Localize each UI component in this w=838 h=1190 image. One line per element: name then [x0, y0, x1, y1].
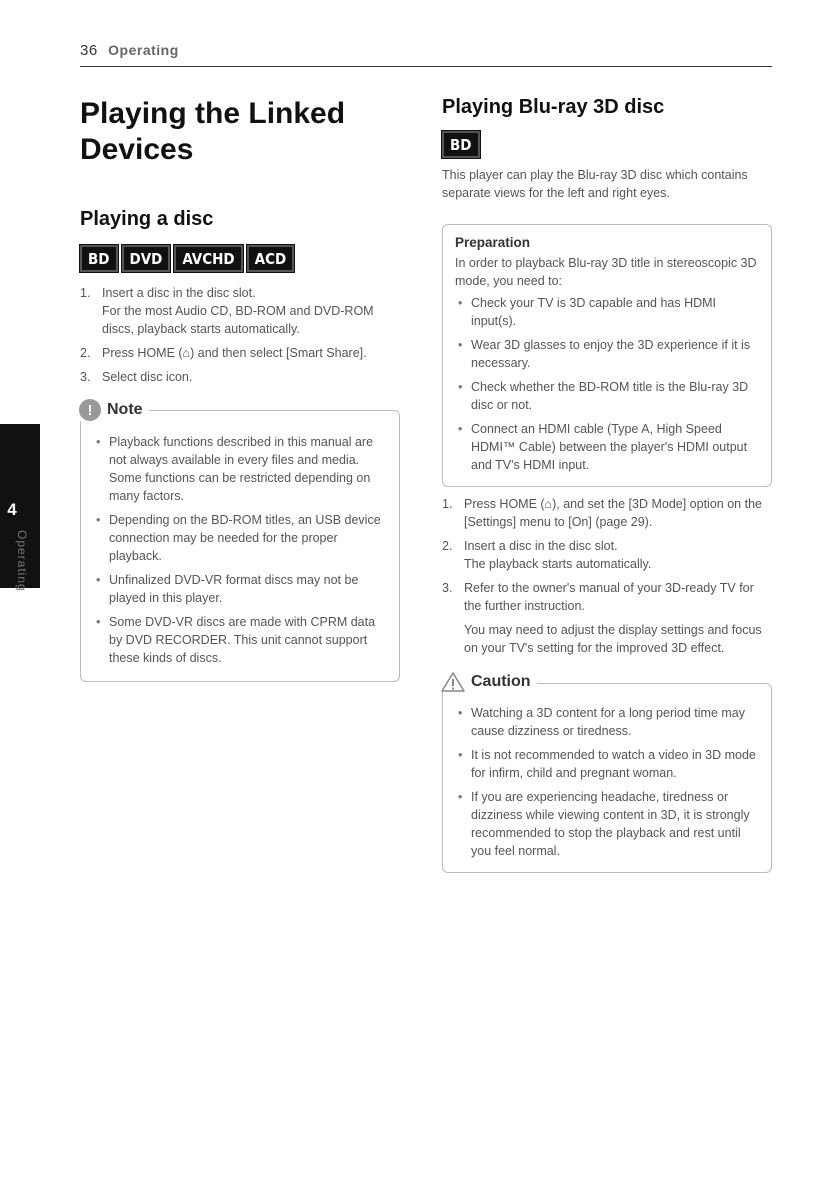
badge-bd: BD: [442, 131, 480, 158]
right-column: [442, 96, 772, 873]
badge-avchd: AVCHD: [174, 245, 242, 272]
step-item: [80, 368, 400, 386]
step-number: 2.: [442, 539, 453, 553]
caution-item: • Watching a 3D content for a long period time may cause dizziness or tiredness.: [455, 704, 759, 740]
step-text: Press HOME (⌂) and then select [Smart Share].: [102, 346, 367, 360]
badge-dvd: DVD: [122, 245, 171, 272]
step-item: [442, 579, 772, 657]
step-item: [442, 495, 772, 531]
step-number: 2.: [80, 346, 91, 360]
step-item: [80, 344, 400, 362]
step-text: Refer to the owner's manual of your 3D-ready TV for the further instruction.: [464, 581, 754, 613]
preparation-list: [455, 294, 759, 474]
step-subtext: For the most Audio CD, BD-ROM and DVD-ROM discs, playback starts automatically.: [102, 304, 374, 336]
disc-steps: [80, 284, 400, 386]
section-heading-blu-ray-3d: Playing Blu-ray 3D disc: [442, 96, 665, 118]
badge-bd: BD: [80, 245, 118, 272]
step-item: [80, 284, 400, 338]
preparation-item: • Wear 3D glasses to enjoy the 3D experience if it is necessary.: [455, 336, 759, 372]
step-subtext: The playback starts automatically.: [464, 557, 652, 571]
disc-badges: [80, 245, 400, 272]
caution-list: [455, 704, 759, 860]
step-subtext: You may need to adjust the display settings and focus on your TV's setting for the improved 3D effect.: [464, 623, 762, 655]
chapter-label: Operating: [15, 530, 29, 592]
section-heading-playing-disc: Playing a disc: [80, 208, 214, 230]
note-item: • Unfinalized DVD-VR format discs may not be played in this player.: [93, 571, 385, 607]
caution-title: Caution: [471, 673, 531, 690]
step-text: Insert a disc in the disc slot.: [102, 286, 256, 300]
preparation-item: • Connect an HDMI cable (Type A, High Speed HDMI™ Cable) between the player's HDMI output and TV's HDMI input.: [455, 420, 759, 474]
caution-item: • It is not recommended to watch a video in 3D mode for infirm, child and pregnant woman.: [455, 746, 759, 782]
header-section: Operating: [108, 42, 179, 58]
step-number: 1.: [442, 497, 453, 511]
3d-steps: [442, 495, 772, 657]
preparation-item: • Check your TV is 3D capable and has HDMI input(s).: [455, 294, 759, 330]
note-item: • Depending on the BD-ROM titles, an USB device connection may be needed for the proper playback.: [93, 511, 385, 565]
page-title: Playing the Linked Devices: [80, 97, 346, 166]
preparation-item: • Check whether the BD-ROM title is the Blu-ray 3D disc or not.: [455, 378, 759, 414]
note-title: Note: [107, 401, 143, 418]
chapter-number: 4: [7, 500, 17, 519]
note-item: • Playback functions described in this manual are not always available in every files and media. Some functions can be restricted depending on many factors.: [93, 433, 385, 505]
left-column: [80, 96, 400, 682]
step-number: 3.: [442, 581, 453, 595]
caution-header: [441, 672, 537, 692]
intro-text: This player can play the Blu-ray 3D disc which contains separate views for the left and right eyes.: [442, 168, 748, 200]
step-number: 3.: [80, 370, 91, 384]
step-text: Press HOME (⌂), and set the [3D Mode] option on the [Settings] menu to [On] (page 29).: [464, 497, 762, 529]
step-number: 1.: [80, 286, 91, 300]
note-list: [93, 433, 385, 667]
step-text: Insert a disc in the disc slot.: [464, 539, 618, 553]
disc-badges-3d: [442, 131, 772, 158]
note-box: [80, 401, 400, 682]
step-text: Select disc icon.: [102, 370, 193, 384]
caution-item: • If you are experiencing headache, tiredness or dizziness while viewing content in 3D, it is strongly recommended to stop the playback and rest until you feel normal.: [455, 788, 759, 860]
preparation-box: [442, 224, 772, 487]
exclamation-icon: !: [79, 399, 101, 421]
preparation-title: Preparation: [455, 235, 531, 250]
badge-acd: ACD: [247, 245, 295, 272]
warning-triangle-icon: [441, 672, 465, 692]
page-header: [80, 42, 772, 67]
note-item: • Some DVD-VR discs are made with CPRM data by DVD RECORDER. This unit cannot support these kinds of discs.: [93, 613, 385, 667]
note-header: [79, 399, 149, 421]
caution-box: [442, 673, 772, 873]
preparation-intro: In order to playback Blu-ray 3D title in stereoscopic 3D mode, you need to:: [455, 256, 757, 288]
step-item: [442, 537, 772, 573]
page-number: 36: [80, 42, 98, 59]
